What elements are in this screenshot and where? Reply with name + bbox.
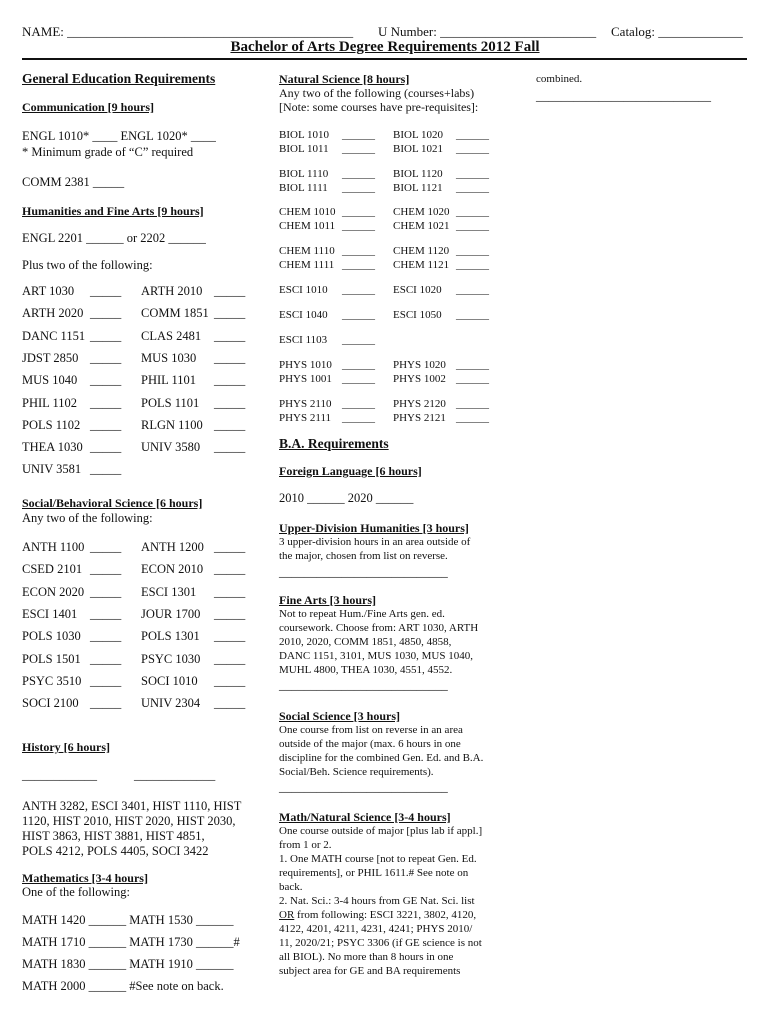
natural-science-subtext-2: [Note: some courses have pre-requisites]: — [279, 100, 479, 114]
course-blank[interactable]: ______ — [456, 373, 489, 385]
course-blank[interactable]: ______ — [342, 309, 375, 321]
course-code: PSYC 3510 — [22, 673, 82, 688]
course-blank[interactable]: ______ — [456, 182, 489, 194]
course-code: ARTH 2020 — [22, 306, 84, 321]
course-blank[interactable]: _____ — [214, 673, 246, 688]
course-blank[interactable]: _____ — [90, 328, 122, 343]
course-blank[interactable]: _____ — [90, 306, 122, 321]
course-blank[interactable]: ______ — [456, 359, 489, 371]
course-blank[interactable]: ______ — [456, 309, 489, 321]
history-course-list — [22, 799, 241, 859]
course-code: POLS 1102 — [22, 417, 81, 432]
course-code: CHEM 1120 — [393, 245, 450, 257]
course-blank[interactable]: ______ — [456, 245, 489, 257]
social-science-blank[interactable]: ___________________________ — [279, 780, 448, 794]
course-code: BIOL 1110 — [279, 168, 329, 180]
course-blank[interactable]: _____ — [90, 395, 122, 410]
history-blank-1[interactable]: ____________ — [22, 768, 97, 782]
upper-division-humanities-text: 3 upper-division hours in an area outside of the major, chosen from list on reverse. — [279, 536, 471, 562]
course-blank[interactable]: _____ — [90, 540, 122, 554]
course-blank[interactable]: ______ — [342, 168, 375, 180]
math-natural-science-text: One course outside of major [plus lab if appl.] from 1 or 2. 1. One MATH course [not to repeat Gen. Ed. requirements], or PHIL 1611.# See note on back. 2. Nat. Sci.: 3-4 hours from GE Nat. Sci. list OR from following: ESCI 3221, 3802, 4120, 4122, 4201, 4211, 4231, 4241; PHYS 2010/ 11, 2020/21; PSYC 3306 (if GE science is not all BIOL). No more than 8 hours in one subject area for GE and BA requirements — [279, 825, 483, 977]
course-blank[interactable]: _____ — [214, 562, 246, 577]
plus-two-text: Plus two of the following: — [22, 258, 153, 272]
course-code: CHEM 1110 — [279, 245, 335, 257]
course-code: UNIV 3580 — [141, 440, 201, 455]
course-blank[interactable]: _____ — [90, 696, 122, 711]
social-behavioral-subtext: Any two of the following: — [22, 511, 153, 525]
course-blank[interactable]: _____ — [214, 306, 246, 321]
page-title: Bachelor of Arts Degree Requirements 2012 Fall — [230, 39, 540, 55]
history-list-line: HIST 3863, HIST 3881, HIST 4851, — [22, 829, 205, 843]
course-blank[interactable]: ______ — [342, 359, 375, 371]
course-blank[interactable]: ______ — [456, 143, 489, 155]
course-blank[interactable]: ______ — [342, 398, 375, 410]
fine-arts-text: Not to repeat Hum./Fine Arts gen. ed. coursework. Choose from: ART 1030, ARTH 2010, 2020, COMM 1851, 4850, 4858, DANC 1151, 3101, MUS 1030, MUS 1040, MUHL 4800, THEA 1030, 4551, 4552. — [279, 608, 479, 676]
course-code: CHEM 1021 — [393, 220, 450, 232]
course-blank[interactable]: ______ — [456, 129, 489, 141]
course-code: BIOL 1021 — [393, 143, 444, 155]
course-blank[interactable]: _____ — [214, 651, 246, 666]
mathematics-heading: Mathematics [3-4 hours] — [22, 871, 148, 885]
course-code: MUS 1040 — [22, 373, 78, 388]
history-list-line: POLS 4212, POLS 4405, SOCI 3422 — [22, 844, 209, 858]
course-blank[interactable]: _____ — [214, 328, 246, 343]
social-science-heading: Social Science [3 hours] — [279, 709, 400, 723]
course-blank[interactable]: ______ — [342, 334, 375, 346]
course-blank[interactable]: _____ — [214, 373, 246, 388]
course-code: CSED 2101 — [22, 562, 83, 577]
course-code: BIOL 1111 — [279, 182, 328, 194]
social-behavioral-heading: Social/Behavioral Science [6 hours] — [22, 496, 203, 510]
course-code: UNIV 3581 — [22, 462, 82, 477]
course-blank[interactable]: _____ — [214, 584, 246, 599]
math-row[interactable]: MATH 1710 ______ MATH 1730 ______# — [22, 935, 240, 949]
course-code: ESCI 1301 — [141, 584, 197, 599]
course-blank[interactable]: ______ — [456, 259, 489, 271]
course-blank[interactable]: ______ — [456, 398, 489, 410]
course-code: POLS 1301 — [141, 629, 200, 644]
course-blank[interactable]: _____ — [90, 584, 122, 599]
humanities-heading: Humanities and Fine Arts [9 hours] — [22, 204, 204, 218]
gen-ed-heading: General Education Requirements — [22, 71, 216, 86]
name-field[interactable]: NAME: ____________________________________________ — [22, 24, 354, 39]
course-blank[interactable]: _____ — [90, 651, 122, 666]
course-code: PHYS 2121 — [393, 412, 446, 424]
course-code: ESCI 1020 — [393, 284, 442, 296]
history-blank-2[interactable]: _____________ — [134, 768, 216, 782]
course-code: ANTH 1100 — [22, 540, 85, 554]
course-blank[interactable]: _____ — [214, 440, 246, 455]
course-code: BIOL 1121 — [393, 182, 443, 194]
math-row[interactable]: MATH 1830 ______ MATH 1910 ______ — [22, 957, 234, 971]
upper-division-humanities-blank[interactable]: ___________________________ — [279, 565, 448, 579]
course-code: COMM 1851 — [141, 306, 209, 321]
ba-requirements-heading: B.A. Requirements — [279, 436, 389, 451]
course-blank[interactable]: _____ — [90, 373, 122, 388]
course-code: ECON 2010 — [141, 562, 204, 577]
course-blank[interactable]: _____ — [90, 440, 122, 455]
course-code: UNIV 2304 — [141, 696, 201, 711]
course-code: JDST 2850 — [22, 350, 79, 365]
math-row[interactable]: MATH 1420 ______ MATH 1530 ______ — [22, 913, 234, 927]
course-blank[interactable]: _____ — [214, 606, 246, 621]
course-blank[interactable]: _____ — [214, 284, 246, 298]
course-blank[interactable]: ______ — [342, 412, 375, 424]
course-code: PHYS 1002 — [393, 373, 446, 385]
course-blank[interactable]: _____ — [90, 462, 122, 477]
course-code: PSYC 1030 — [141, 651, 201, 666]
course-code: POLS 1101 — [141, 395, 200, 410]
course-blank[interactable]: _____ — [90, 417, 122, 432]
engl-1010-1020-row[interactable]: ENGL 1010* ____ ENGL 1020* ____ — [22, 129, 216, 143]
fine-arts-heading: Fine Arts [3 hours] — [279, 593, 376, 607]
course-code: SOCI 1010 — [141, 673, 198, 688]
foreign-language-heading: Foreign Language [6 hours] — [279, 464, 422, 478]
course-blank[interactable]: _____ — [90, 350, 122, 365]
course-code: ESCI 1050 — [393, 309, 442, 321]
course-blank[interactable]: _____ — [90, 673, 122, 688]
course-code: CHEM 1020 — [393, 206, 450, 218]
title-rule — [22, 58, 747, 60]
course-blank[interactable]: ______ — [456, 284, 489, 296]
course-blank[interactable]: ______ — [342, 182, 375, 194]
engl-grade-note: * Minimum grade of “C” required — [22, 145, 194, 159]
engl-2201-row[interactable]: ENGL 2201 ______ or 2202 ______ — [22, 231, 206, 245]
upper-division-humanities-heading: Upper-Division Humanities [3 hours] — [279, 521, 469, 535]
course-blank[interactable]: _____ — [90, 629, 122, 644]
course-code: RLGN 1100 — [141, 417, 203, 432]
unumber-field[interactable]: U Number: ________________________ — [378, 24, 597, 39]
course-code: CHEM 1011 — [279, 220, 336, 232]
course-blank[interactable]: ______ — [342, 245, 375, 257]
course-blank[interactable]: _____ — [90, 284, 122, 298]
course-code: ESCI 1040 — [279, 309, 328, 321]
course-blank[interactable]: _____ — [214, 350, 246, 365]
mathematics-subtext: One of the following: — [22, 885, 130, 899]
course-blank[interactable]: ______ — [342, 259, 375, 271]
math-natural-science-heading: Math/Natural Science [3-4 hours] — [279, 810, 451, 824]
course-code: PHYS 1020 — [393, 359, 446, 371]
combined-text: combined. — [536, 73, 583, 85]
comm-2381-row[interactable]: COMM 2381 _____ — [22, 175, 125, 189]
course-code: JOUR 1700 — [141, 606, 201, 621]
course-code: POLS 1501 — [22, 651, 81, 666]
course-blank[interactable]: ______ — [342, 284, 375, 296]
course-code: BIOL 1011 — [279, 143, 329, 155]
course-code: DANC 1151 — [22, 328, 86, 343]
course-code: MUS 1030 — [141, 350, 197, 365]
course-code: ART 1030 — [22, 284, 75, 298]
course-blank[interactable]: _____ — [214, 540, 246, 554]
course-blank[interactable]: _____ — [214, 629, 246, 644]
course-code: BIOL 1120 — [393, 168, 443, 180]
course-code: BIOL 1010 — [279, 129, 330, 141]
course-blank[interactable]: ______ — [456, 168, 489, 180]
natural-science-subtext-1: Any two of the following (courses+labs) — [279, 86, 475, 100]
course-code: ESCI 1401 — [22, 606, 78, 621]
social-science-text: One course from list on reverse in an area outside of the major (max. 6 hours in one discipline for the combined Gen. Ed. and B.A. Social/Beh. Science requirements). — [279, 724, 484, 778]
course-code: BIOL 1020 — [393, 129, 444, 141]
course-code: PHYS 2111 — [279, 412, 332, 424]
communication-heading: Communication [9 hours] — [22, 100, 155, 114]
course-code: PHYS 1010 — [279, 359, 332, 371]
history-heading: History [6 hours] — [22, 740, 110, 754]
course-code: PHYS 2110 — [279, 398, 332, 410]
history-list-line: ANTH 3282, ESCI 3401, HIST 1110, HIST — [22, 799, 242, 813]
course-blank[interactable]: ______ — [342, 143, 375, 155]
course-blank[interactable]: _____ — [214, 417, 246, 432]
course-code: ANTH 1200 — [141, 540, 204, 554]
natural-science-heading: Natural Science [8 hours] — [279, 72, 410, 86]
course-code: ESCI 1103 — [279, 334, 328, 346]
history-list-line: 1120, HIST 2010, HIST 2020, HIST 2030, — [22, 814, 236, 828]
course-code: CHEM 1121 — [393, 259, 450, 271]
course-blank[interactable]: ______ — [456, 412, 489, 424]
course-code: CLAS 2481 — [141, 328, 202, 343]
course-blank[interactable]: ______ — [342, 129, 375, 141]
course-code: ESCI 1010 — [279, 284, 328, 296]
catalog-field[interactable]: Catalog: _____________ — [611, 24, 743, 39]
course-blank[interactable]: ______ — [456, 220, 489, 232]
course-code: PHIL 1101 — [141, 373, 196, 388]
course-code: CHEM 1111 — [279, 259, 335, 271]
column3-blank[interactable]: ____________________________ — [536, 89, 711, 103]
course-blank[interactable]: ______ — [342, 206, 375, 218]
foreign-language-row[interactable]: 2010 ______ 2020 ______ — [279, 491, 414, 505]
course-blank[interactable]: ______ — [342, 373, 375, 385]
course-blank[interactable]: _____ — [214, 395, 246, 410]
course-code: CHEM 1010 — [279, 206, 336, 218]
course-blank[interactable]: ______ — [456, 206, 489, 218]
math-row[interactable]: MATH 2000 ______ #See note on back. — [22, 979, 224, 993]
course-code: ECON 2020 — [22, 584, 85, 599]
fine-arts-blank[interactable]: ___________________________ — [279, 678, 448, 692]
course-blank[interactable]: _____ — [90, 562, 122, 577]
course-code: PHYS 1001 — [279, 373, 332, 385]
course-code: POLS 1030 — [22, 629, 81, 644]
course-blank[interactable]: ______ — [342, 220, 375, 232]
course-code: SOCI 2100 — [22, 696, 79, 711]
course-blank[interactable]: _____ — [214, 696, 246, 711]
course-code: THEA 1030 — [22, 440, 83, 455]
course-blank[interactable]: _____ — [90, 606, 122, 621]
course-code: PHYS 2120 — [393, 398, 446, 410]
course-code: PHIL 1102 — [22, 395, 77, 410]
course-code: ARTH 2010 — [141, 284, 203, 298]
